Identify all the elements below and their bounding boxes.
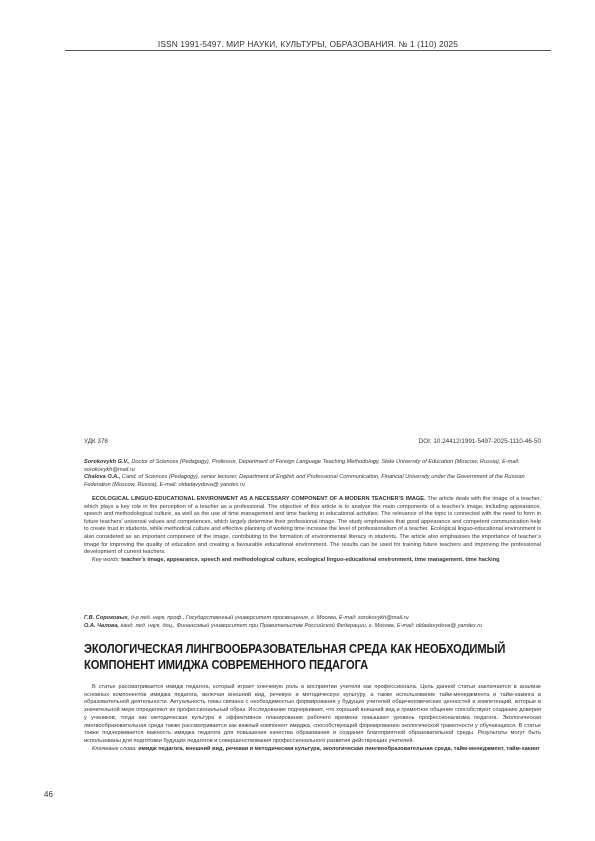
author-affiliation: д-р пед. наук, проф., Государственный университет просвещения, г. Москва, E-mail: sorokovykh@mail.ru — [129, 615, 409, 621]
authors-english — [84, 459, 541, 489]
keywords-label: Key words: — [92, 556, 120, 563]
keywords-text: имидж педагога, внешний вид, речевая и методическая культура, экологическая лингвообразовательная среда, тайм-менеджмент, тайм-хакинг — [136, 745, 540, 752]
keywords-label: Ключевые слова: — [92, 745, 137, 752]
abstract-russian — [84, 684, 541, 753]
article-title-russian: ЭКОЛОГИЧЕСКАЯ ЛИНГВООБРАЗОВАТЕЛЬНАЯ СРЕДА КАК НЕОБХОДИМЫЙ КОМПОНЕНТ ИМИДЖА СОВРЕМЕННОГО ПЕДАГОГА — [84, 641, 506, 672]
author-affiliation: Doctor of Sciences (Pedagogy), Professor, Department of Foreign Language Teaching Methodology, State University of Education (Moscow, Russia), E-mail: sorokovykh@mail.ru — [84, 459, 520, 473]
author-name: Sorokovykh G.V., — [84, 459, 130, 465]
article-meta-row — [84, 438, 541, 448]
article-title-english: ECOLOGICAL LINGUO-EDUCATIONAL ENVIRONMENT AS A NECESSARY COMPONENT OF A MODERN TEACHER’S IMAGE. — [92, 496, 426, 502]
keywords-paragraph — [84, 746, 541, 754]
authors-russian — [84, 615, 541, 631]
abstract-paragraph — [84, 496, 541, 557]
author-name: Г.В. Сороковых, — [84, 615, 130, 621]
author-entry — [84, 459, 541, 474]
keywords-text: teacher’s image, appearance, speech and methodological culture, ecological linguo-educational environment, time management, time hacking — [119, 556, 500, 563]
author-name: Chalova O.A., — [84, 474, 121, 481]
udk-code: УДК 378 — [84, 438, 108, 445]
header-rule — [65, 50, 551, 51]
abstract-english — [84, 496, 541, 564]
doi-link[interactable]: DOI: 10.24412/1991-5497-2025-1110-46-50 — [418, 438, 541, 445]
page-number: 46 — [44, 790, 53, 799]
author-entry — [84, 623, 541, 631]
abstract-text: The article deals with the image of a teacher, which plays a key role in the perception of a teacher as a professional. The objective of this article is to analyse the main components of a teacher’s image, including appearance, speech and methodological culture, as well as the use of time management and time hacking in educational activities. The relevance of the topic is connected with the need to form in future teachers’ universal values and competences, which largely determine their professional image. The study emphasises that good appearance and competent communication help to create trust in students, while methodical culture and effective planning of working time increase the level of professionalism of a teacher. Ecological linguo-educational environment is also considered as an important component of the image, contributing to the formation of environmental literacy in students. The article also emphasises the importance of teacher’s image for improving the quality of education and creating a favourable educational environment. The results can be used for training future teachers and improving the professional development of current teachers. — [84, 496, 541, 556]
author-affiliation: Cand. of Sciences (Pedagogy), senior lecturer, Department of English and Professional Communication, Financial University under the Government of the Russian Federation (Moscow, Russia), E-mail: oldadavydova@ yandex.ru — [84, 474, 525, 488]
author-affiliation: канд. пед. наук, доц., Финансовый университет при Правительстве Российской Федерации, г. Москва, E-mail: oldadavydova@ yandex.ru — [119, 622, 483, 629]
running-header: ISSN 1991-5497. МИР НАУКИ, КУЛЬТУРЫ, ОБРАЗОВАНИЯ. № 1 (110) 2025 — [157, 39, 459, 49]
author-entry — [84, 474, 541, 489]
keywords-paragraph — [84, 557, 541, 565]
author-name: О.А. Чалова, — [84, 622, 119, 629]
abstract-paragraph: В статье рассматривается имидж педагога, который играет ключевую роль в восприятии учителя как профессионала. Цель данной статьи заключается в анализе основных компонентов имиджа педагога, включая внешний вид, речевую и методическую культуру, а также использование тайм-менеджмента и тайм-хакинга в образовательной деятельности. Актуальность темы связана с необходимостью формирования у будущих учителей общечеловеческих ценностей и компетенций, которые в значительной мере определяют их профессиональный образ. Исследование подчеркивает, что хороший внешний вид и грамотное общение способствуют созданию доверия у учеников, тогда как методическая культура и эффективное планирование рабочего времени повышают уровень профессионализма педагога. Экологическая лингвообразовательная среда также рассматривается как важный компонент имиджа, способствующий формированию экологической грамотности у обучающихся. В статье также подчеркивается важность имиджа педагога для повышения качества образования и создания благоприятной образовательной среды. Результаты могут быть использованы для подготовки будущих педагогов и совершенствования профессионального развития действующих учителей. — [84, 684, 541, 744]
author-entry — [84, 615, 541, 623]
